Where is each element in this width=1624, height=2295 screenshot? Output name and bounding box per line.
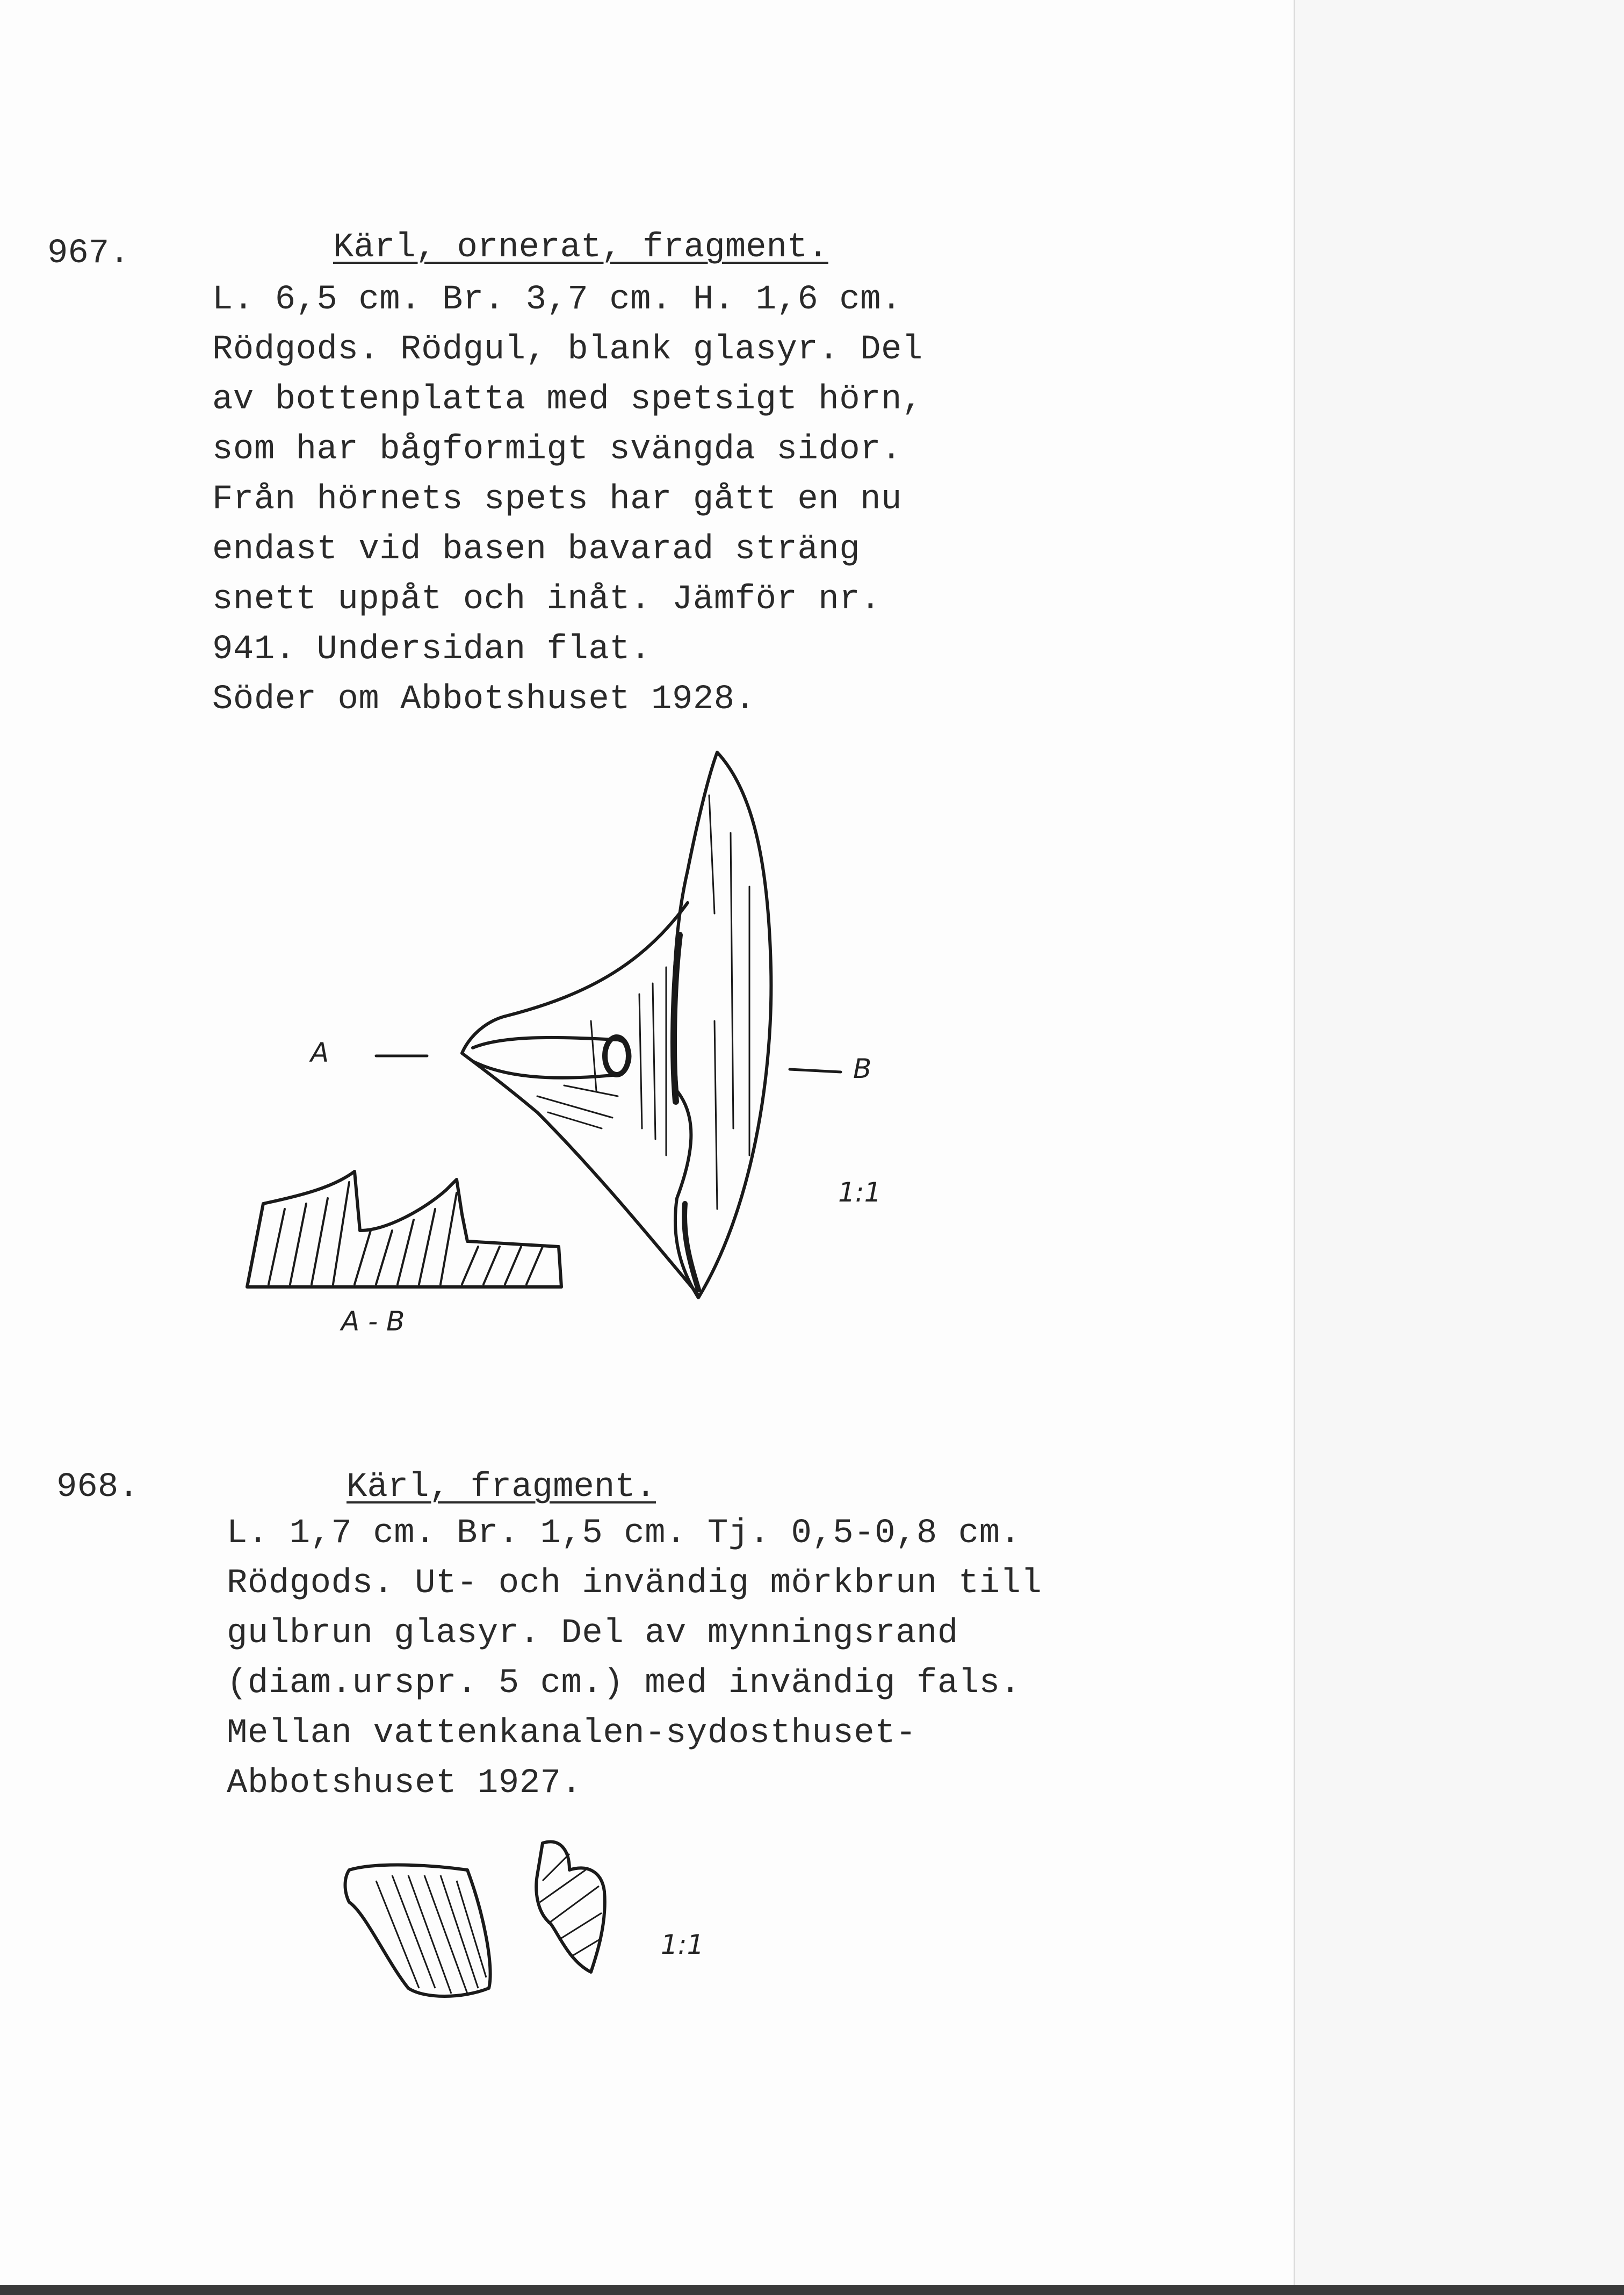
scale-label: 1:1 [838,1177,882,1208]
description-line: 941. Undersidan flat. [212,630,652,669]
description-line: L. 1,7 cm. Br. 1,5 cm. Tj. 0,5-0,8 cm. [227,1514,1021,1553]
description-line: L. 6,5 cm. Br. 3,7 cm. H. 1,6 cm. [212,280,902,319]
description-line: (diam.urspr. 5 cm.) med invändig fals. [227,1664,1021,1703]
description-line: Mellan vattenkanalen-sydosthuset- [227,1714,916,1753]
description-line: gulbrun glasyr. Del av mynningsrand [227,1614,958,1653]
description-line: Abbotshuset 1927. [227,1764,582,1803]
description-line: Söder om Abbotshuset 1928. [212,680,756,719]
section-label-b: B [853,1053,872,1084]
entry-description [227,1509,1042,1809]
scale-label: 1:1 [661,1929,704,1960]
description-line: Från hörnets spets har gått en nu [212,480,902,519]
entry-title: Kärl, fragment. [347,1468,656,1507]
description-line: snett uppåt och inåt. Jämför nr. [212,580,881,619]
section-label-a: A [311,1037,329,1068]
fragment-967-drawing [247,752,841,1298]
entry-number: 968. [56,1468,139,1507]
description-line: endast vid basen bavarad sträng [212,530,861,569]
entry-title: Kärl, ornerat, fragment. [333,228,828,267]
description-line: av bottenplatta med spetsigt hörn, [212,380,923,419]
description-line: som har bågformigt svängda sidor. [212,430,902,469]
fragment-968-drawing [345,1841,605,1996]
section-label-ab: A - B [341,1306,405,1337]
entry-number: 967. [47,234,130,273]
description-line: Rödgods. Ut- och invändig mörkbrun till [227,1564,1042,1603]
description-line: Rödgods. Rödgul, blank glasyr. Del [212,330,923,369]
